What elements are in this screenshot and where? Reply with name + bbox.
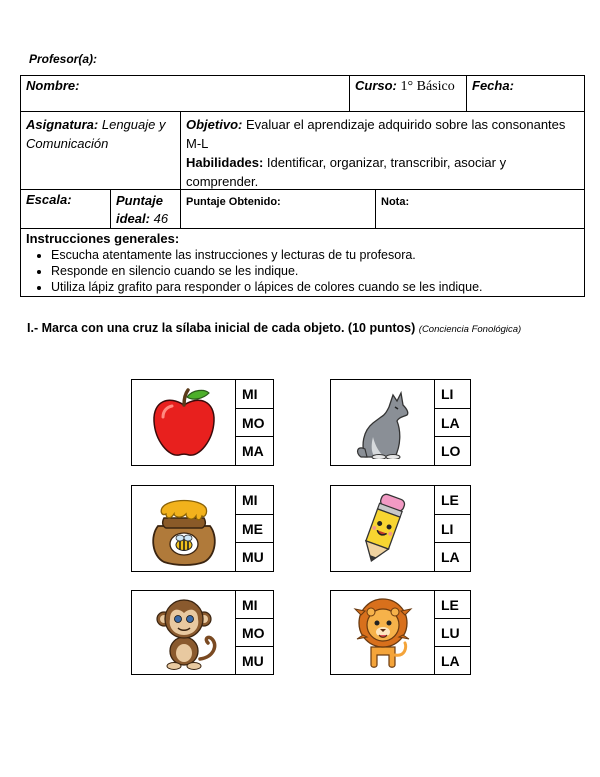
escala-label: Escala: xyxy=(26,192,72,207)
profesor-label: Profesor(a): xyxy=(29,52,98,66)
section-1-note: (Conciencia Fonológica) xyxy=(418,324,522,335)
syllable-options xyxy=(236,486,273,571)
syllable-options xyxy=(435,591,470,674)
card-honey-pot xyxy=(131,485,274,572)
nombre-field[interactable] xyxy=(21,76,350,112)
instruccion-item: • Responde en silencio cuando se les indique. xyxy=(51,263,579,279)
syllable-option[interactable]: LA xyxy=(441,652,460,669)
syllable-option[interactable]: LU xyxy=(435,619,470,647)
syllable-option[interactable]: ME xyxy=(236,515,273,544)
wolf-image xyxy=(331,380,435,465)
curso-label: Curso: xyxy=(355,78,397,93)
section-1-heading: I.- Marca con una cruz la sílaba inicial de cada objeto. (10 puntos) xyxy=(27,321,416,335)
monkey-image xyxy=(132,591,236,674)
escala-cell xyxy=(21,190,111,229)
objetivo-cell xyxy=(181,112,584,190)
syllable-option[interactable]: MO xyxy=(236,409,273,438)
syllable-option[interactable]: LO xyxy=(441,443,461,460)
asignatura-cell xyxy=(21,112,181,190)
puntaje-value: 46 xyxy=(153,211,169,226)
apple-image xyxy=(132,380,236,465)
nota-cell[interactable] xyxy=(376,190,584,229)
nota-label: Nota: xyxy=(381,196,410,208)
syllable-option[interactable]: MI xyxy=(236,380,273,409)
card-wolf xyxy=(330,379,471,466)
nombre-label: Nombre: xyxy=(26,78,80,93)
asignatura-label: Asignatura: xyxy=(26,117,99,132)
instruccion-item: • Escucha atentamente las instrucciones y lecturas de tu profesora. xyxy=(51,247,579,263)
syllable-options xyxy=(236,591,273,674)
card-apple xyxy=(131,379,274,466)
objetivo-label: Objetivo: xyxy=(186,117,243,132)
instruccion-item: • Utiliza lápiz grafito para responder o lápices de colores cuando se les indique. xyxy=(51,279,579,295)
lion-image xyxy=(331,591,435,674)
card-lion xyxy=(330,590,471,675)
fecha-field[interactable] xyxy=(467,76,584,112)
syllable-option[interactable]: LE xyxy=(435,591,470,619)
curso-value: 1° Básico xyxy=(400,79,455,94)
pencil-image xyxy=(331,486,435,571)
card-pencil xyxy=(330,485,471,572)
syllable-option[interactable]: LA xyxy=(435,409,470,438)
syllable-option[interactable]: MU xyxy=(242,549,264,566)
habilidades-label: Habilidades: xyxy=(186,155,264,170)
objetivo-value: Evaluar el aprendizaje adquirido sobre las consonantes M-L xyxy=(186,117,566,151)
syllable-option[interactable]: LI xyxy=(435,515,470,544)
header-frame xyxy=(20,75,585,297)
fecha-label: Fecha: xyxy=(472,78,514,93)
instrucciones-title: Instrucciones generales: xyxy=(26,231,180,246)
syllable-option[interactable]: MU xyxy=(242,652,264,669)
syllable-option[interactable]: LE xyxy=(435,486,470,515)
habilidades-value: Identificar, organizar, transcribir, asociar y comprender. xyxy=(186,155,507,189)
syllable-option[interactable]: MI xyxy=(236,591,273,619)
puntaje-obtenido-cell[interactable] xyxy=(181,190,376,229)
card-monkey xyxy=(131,590,274,675)
syllable-options xyxy=(435,486,470,571)
puntaje-ideal-cell xyxy=(111,190,181,229)
puntaje-obtenido-label: Puntaje Obtenido: xyxy=(186,196,281,208)
instrucciones-list xyxy=(26,247,579,295)
puntaje-label: Puntaje ideal: xyxy=(116,193,163,226)
syllable-option[interactable]: LI xyxy=(435,380,470,409)
syllable-options xyxy=(236,380,273,465)
section-1-title xyxy=(27,321,567,337)
honey-pot-image xyxy=(132,486,236,571)
curso-field[interactable] xyxy=(350,76,467,112)
syllable-option[interactable]: LA xyxy=(441,549,460,566)
instrucciones-cell xyxy=(21,229,584,296)
syllable-option[interactable]: MO xyxy=(236,619,273,647)
syllable-options xyxy=(435,380,470,465)
asignatura-value: Lenguaje y Comunicación xyxy=(26,117,166,151)
syllable-option[interactable]: MI xyxy=(236,486,273,515)
syllable-option[interactable]: MA xyxy=(242,443,264,460)
